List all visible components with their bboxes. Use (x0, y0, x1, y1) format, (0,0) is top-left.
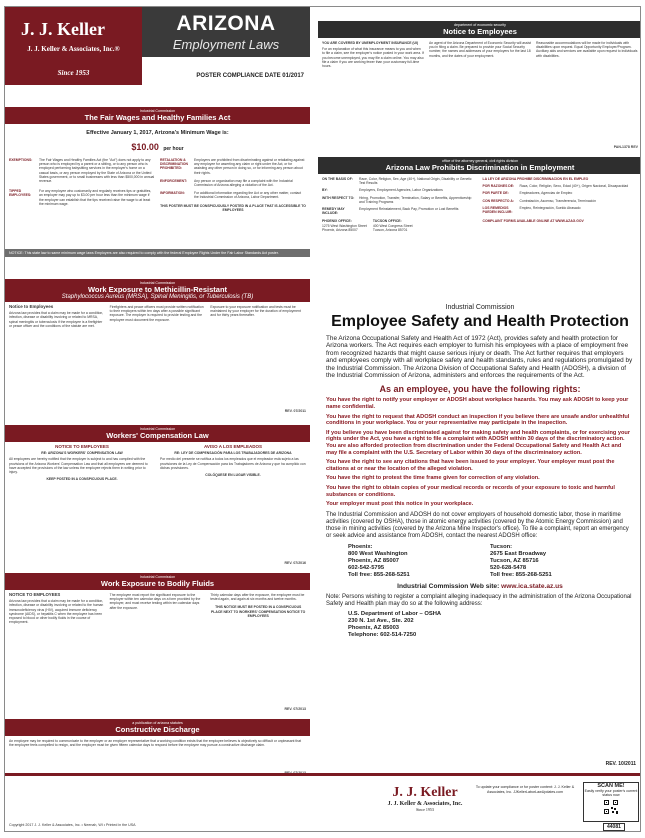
esh-right-6: You have the right to obtain copies of your medical records or records of your exposure to toxic and harmful substances or conditions. (326, 484, 615, 498)
esh-website (318, 583, 641, 590)
fair-wages-authority: Industrial Commission (139, 109, 176, 113)
esh-jurisdiction: The Industrial Commission and ADOSH do not cover employers of household domestic labor, those in maritime activities (covered by OSHA), those in atomic energy activities (covered by the Atomic Energy Commission) and those in mining activities (covered by the Arizona Mine Inspector's office). To file a complaint, report an emergency or seek advice and assistance from ADOSH, contact the nearest ADOSH office: (326, 511, 629, 539)
mrsa-section: Industrial Commission Work Exposure to Methicillin-Resistant Staphylococcus Aureus (MRSA), Spinal Meningitis, or Tuberculosis (TB) Notice to Employees Arizona law provides that a claim may be made for a condition, infection, disease or disability involving or related to MRSA, spinal meningitis or tuberculosis if the employee is a firefighter or peace officer and the conditions of the statute are met. Firefighters and peace officers must provide written notification to their employers within ten days after a possible significant exposure. The employer is required to provide testing and the employee must document the exposure. Exposure to your exposure notification and tests must be maintained by your employer for the duration of employment and for thirty years thereafter. REV. 07/2011 (5, 279, 310, 415)
label-tipped: TIPPED EMPLOYEES: (9, 189, 32, 198)
fair-wages-title: The Fair Wages and Healthy Families Act (84, 113, 231, 122)
fair-wages-body: EXEMPTIONS: The Fair Wages and Healthy Families Act (the "Act") does not apply to any person who is employed by a parent or a sibling, or to any person who is employed performing babysitting services in the employer's home on a casual basis, or any person employed by the State of Arizona or the United States government, or to small businesses with less than $500,000 in annual revenue. TIPPED EMPLOYEES: For any employee who customarily and regularly receives tips or gratuities, an employer may pay up to $3.00 per hour less than the minimum wage if the employer can establish that the tips received raise the wage to at least the minimum wage. RETALIATION & DISCRIMINATION PROHIBITED: Employers are prohibited from discriminating against or retaliating against any employee for asserting any claim or right under the Act, or for assisting any other person in doing so, or for informing any person about their rights. ENFORCEMENT: Any person or organization may file a complaint with the Industrial Commission of Arizona alleging a violation of the Act. INFORMATION: For additional information regarding the Act or any other matter, contact the Industrial Commission of Arizona, Labor Department. THIS POSTER MUST BE CONSPICUOUSLY POSTED IN A PLACE THAT IS ACCESSIBLE TO EMPLOYEES (9, 158, 306, 212)
esh-office-tucson (490, 544, 632, 579)
footer-rule (5, 773, 641, 776)
disc-by-label: BY: (322, 188, 328, 193)
esh-office-phoenix-label: Phoenix: (348, 543, 373, 550)
state-title: ARIZONA (176, 12, 276, 35)
min-wage-amount: $10.00 (131, 142, 159, 152)
esh-right-1: You have the right to notify your employer or ADOSH about workplace hazards. You may ask ADOSH to keep your name confidential. (326, 397, 629, 411)
esh-title: Employee Safety and Health Protection (331, 313, 629, 330)
label-exemptions: EXEMPTIONS: (9, 158, 33, 162)
constructive-title: Constructive Discharge (115, 725, 200, 734)
mrsa-rev: REV. 07/2011 (284, 409, 306, 413)
esh-office-tucson-label: Tucson: (490, 543, 513, 550)
wc-sub-es: RE: LEY DE COMPENSACIÓN PARA LOS TRABAJADORES DE ARIZONA (174, 451, 292, 456)
workers-comp-title: Workers' Compensation Law (106, 431, 209, 440)
notice-header (318, 21, 641, 38)
esh-right-5: You have the right to protest the time frame given for correction of any violation. (326, 475, 540, 482)
discrimination-header (318, 157, 641, 174)
disc-es-remedios: LOS REMEDIOS PUEDEN INCLUIR: (482, 205, 513, 215)
wc-sub-en: RE: ARIZONA'S WORKERS' COMPENSATION LAW (41, 451, 123, 456)
qr-code-icon (603, 799, 619, 815)
disc-es-respecto: CON RESPECTO A: (482, 198, 514, 203)
wc-post-en: KEEP POSTED IN A CONSPICUOUS PLACE. (46, 477, 118, 482)
mrsa-header (5, 279, 310, 302)
fair-wages-header (5, 107, 310, 124)
product-code: 44081 (603, 823, 625, 831)
esh-right-2: You have the right to request that ADOSH conduct an inspection if you believe there are unsafe and/or unhealthful conditions in your workplace. You or your representative may participate in the inspection. (326, 413, 630, 427)
esh-office-phoenix-city: Phoenix, AZ 85007 (348, 557, 400, 564)
osha-address-line-1: U.S. Department of Labor – OSHA (348, 610, 442, 617)
label-information: INFORMATION: (160, 191, 185, 196)
poster-title (142, 7, 310, 57)
disc-spanish-heading: LA LEY DE ARIZONA PROHIBE DISCRIMINACION EN EL EMPLEO (482, 177, 589, 181)
esh-osha-address (318, 608, 641, 639)
notice-to-employees-section: department of economic security Notice to Employees YOU ARE COVERED BY UNEMPLOYMENT INSURANCE (UI) For an explanation of what this insurance means to you and when to file a claim, see the employer's notice posted in your work area. If you become unemployed, you may file a claim online. You may also file a claim if you are working fewer than your customary full-time hours. An agent of the Arizona Department of Economic Security will assist you in filing a claim. Be prepared to provide your Social Security number, the names and addresses of your employers for the last 18 months, and the dates of your employment. Reasonable accommodations will be made for individuals with disabilities upon request. Equal Opportunity Employer/Program. Auxiliary aids and services are available upon request to individuals with disabilities. PAN-1378 REV (318, 21, 641, 151)
notice-title: Notice to Employees (443, 27, 517, 36)
label-retaliation: RETALIATION & DISCRIMINATION PROHIBITED: (160, 158, 189, 171)
footer-logo-mark: J. J. Keller (392, 785, 458, 800)
esh-office-tucson-city: Tucson, AZ 85716 (490, 557, 539, 564)
esh-rev: REV. 10/2011 (605, 761, 636, 767)
footer-logo-since: Since 1953 (416, 807, 434, 812)
esh-website-label: Industrial Commission Web site: (397, 582, 500, 590)
esh-office-tucson-tollfree: Toll free: 855-268-5251 (490, 571, 552, 578)
disc-respect-label: WITH RESPECT TO: (322, 195, 355, 200)
esh-office-phoenix-phone: 602-542-5795 (348, 564, 385, 571)
fair-wages-bottom-note: NOTICE: This state law to same minimum wage laws Employers are also required to comply with the federal Employee Rights Under the Fair Labor Standards Act poster. (5, 249, 310, 257)
mrsa-authority: Industrial Commission (139, 281, 176, 285)
esh-office-phoenix-street: 800 West Washington (348, 550, 408, 557)
min-wage-box (5, 130, 310, 155)
poster (4, 6, 641, 832)
esh-panel (318, 299, 641, 773)
workers-comp-header (5, 425, 310, 442)
bodily-fluids-header (5, 573, 310, 590)
poster-subtitle: Employment Laws (172, 37, 280, 52)
bodily-fluids-title: Work Exposure to Bodily Fluids (100, 579, 215, 588)
compliance-date: POSTER COMPLIANCE DATE 01/2017 (142, 57, 310, 85)
copyright: Copyright 2017 J. J. Keller & Associates, Inc. • Neenah, WI • Printed in the USA (9, 823, 136, 827)
brand-since: Since 1953 (57, 69, 90, 77)
esh-office-tucson-phone: 520-628-5478 (490, 564, 527, 571)
footer-logo (385, 783, 465, 812)
min-wage-effective: Effective January 1, 2017, Arizona's Minimum Wage is: (86, 130, 229, 136)
osha-address-line-3: Phoenix, AZ 85003 (348, 624, 400, 631)
bf-notice-heading: NOTICE TO EMPLOYEES (9, 592, 61, 597)
constructive-header (5, 719, 310, 736)
constructive-discharge-section: a publication of arizona statutes Constructive Discharge An employee may be required to communicate to the employer or an employer representative that a working condition exists that the employee believes is objectively so difficult or unpleasant that the employee feels compelled to resign, and the employer must be given fifteen calendar days to respond before the employee may pursue a constructive discharge claim. (5, 719, 310, 777)
workers-comp-authority: Industrial Commission (139, 427, 176, 431)
footer-logo-name: J. J. Keller & Associates, Inc. (387, 801, 463, 807)
footer (5, 779, 641, 832)
esh-right-3: If you believe you have been discriminated against for making safety and health complaints, or for exercising your rights under the Act, you have a right to file a complaint with ADOSH within 30 days of the discriminatory action. You are also afforded protection from discrimination under the Federal Occupational Safety and Health Act and may file a complaint with the U.S. Secretary of Labor within 30 days of the discriminatory action. (326, 429, 631, 456)
tucson-office-label: TUCSON OFFICE: (372, 219, 402, 224)
footer-info: To update your compliance or for poster content: J. J. Keller & Associates, Inc. JJKellerLaborLawUpdates.com (475, 785, 575, 794)
fair-wages-section (5, 107, 310, 257)
wc-post-es: COLÓQUESE EN LUGAR VISIBLE. (205, 473, 261, 478)
disc-es-razones: POR RAZONES DE: (482, 184, 515, 189)
disc-remedy-label: REMEDY MAY INCLUDE: (322, 207, 345, 216)
brand-block (5, 7, 142, 85)
notice-authority: department of economic security (454, 23, 506, 27)
notice-rev: PAN-1378 REV (613, 145, 638, 149)
mrsa-notice-heading: Notice to Employees (9, 304, 54, 309)
scan-me-box[interactable] (583, 782, 639, 822)
brand-logo: J. J. Keller (21, 19, 105, 39)
constructive-authority: a publication of arizona statutes (132, 721, 183, 725)
esh-osha-note: Note: Persons wishing to register a complaint alleging inadequacy in the administration of the Arizona Occupational Safety and Health plan may do so at the following address: (326, 593, 632, 607)
ui-heading: YOU ARE COVERED BY UNEMPLOYMENT INSURANCE (UI) (322, 41, 419, 45)
osha-address-line-4: Telephone: 602-514-7250 (348, 631, 417, 638)
discrimination-authority: office of the attorney general, civil rights division (441, 159, 519, 163)
workers-comp-section: Industrial Commission Workers' Compensation Law NOTICE TO EMPLOYEES RE: ARIZONA'S WORKERS' COMPENSATION LAW All employees are hereby notified that the employer is subject to and has complied with the provisions of the Arizona Workers' Compensation Law and that all employees are deemed to have accepted the provisions of the law unless the employee rejects them in writing prior to injury. KEEP POSTED IN A CONSPICUOUS PLACE. AVISO A LOS EMPLEADOS RE: LEY DE COMPENSACIÓN PARA LOS TRABAJADORES DE ARIZONA Por medio del presente se notifica a todos los empleados que el empleador está sujeto a las provisiones de la Ley de Compensación para los Trabajadores de Arizona y que ha cumplido con dichas provisiones. COLÓQUESE EN LUGAR VISIBLE. REV. 07/2016 (5, 425, 310, 567)
esh-rights-heading: As an employee, you have the following rights: (379, 384, 581, 395)
esh-office-phoenix-tollfree: Toll free: 855-268-5251 (348, 571, 410, 578)
disc-es-parte: POR PARTE DE: (482, 191, 509, 196)
bodily-fluids-authority: Industrial Commission (139, 575, 176, 579)
esh-website-link[interactable]: www.ica.state.az.us (501, 582, 563, 590)
mrsa-subtitle: Staphylococcus Aureus (MRSA), Spinal Meningitis, or Tuberculosis (TB) (61, 294, 254, 300)
discrimination-title: Arizona Law Prohibits Discrimination in Employment (385, 163, 575, 172)
esh-authority: Industrial Commission (445, 304, 515, 311)
wc-notice-es: AVISO A LOS EMPLEADOS (203, 444, 263, 449)
complaint-forms-note: COMPLAINT FORMS AVAILABLE ONLINE AT WWW.AZAG.GOV (482, 219, 584, 224)
scan-me-text: Easily verify your poster's current status now (584, 789, 638, 798)
disc-basis-label: ON THE BASIS OF: (322, 177, 353, 181)
label-enforcement: ENFORCEMENT: (160, 178, 187, 183)
wc-notice-en: NOTICE TO EMPLOYEES (55, 444, 109, 449)
esh-intro: The Arizona Occupational Safety and Health Act of 1972 (Act), provides safety and health protection for Arizona workers. The Act requires each employer to furnish his employees with a place of employment free from recognized hazards that might cause serious injury or death. The Act further requires that employers and employees comply with all workplace safety and health standards, rules and regulations promulgated by the Industrial Commission. The Arizona Division of Occupational Safety and Health (ADOSH), a division of the Industrial Commission of Arizona, administers and enforces the requirements of the Act. (326, 335, 633, 380)
discrimination-section: office of the attorney general, civil rights division Arizona Law Prohibits Discrimination in Employment ON THE BASIS OF: Race, Color, Religion, Sex, Age (40+), National Origin, Disability or Genetic Test Results BY: Employers, Employment Agencies, Labor Organizations WITH RESPECT TO: Hiring, Promotion, Transfer, Termination, Salary or Benefits, Apprenticeship and Training Programs REMEDY MAY INCLUDE: Employment Reinstatement, Back Pay, Promotion or Lost Benefits PHOENIX OFFICE: 1275 West Washington Street Phoenix, Arizona 85007 TUCSON OFFICE: 400 West Congress Street Tucson, Arizona 85701 LA LEY DE ARIZONA PROHIBE DISCRIMINACION EN EL EMPLEO POR RAZONES DE: Raza, Color, Religión, Sexo, Edad (40+), Origen Nacional, Discapacidad POR PARTE DE: Empleadores, Agencias de Empleo CON RESPECTO A: Contratación, Ascenso, Transferencia, Terminación LOS REMEDIOS PUEDEN INCLUIR: Empleo, Reintegración, Sueldo Atrasado COMPLAINT FORMS AVAILABLE ONLINE AT WWW.AZAG.GOV (318, 157, 641, 293)
bf-rev: REV. 07/2013 (284, 707, 306, 711)
osha-address-line-2: 230 N. 1st Ave., Ste. 202 (348, 617, 414, 624)
mrsa-title: Work Exposure to Methicillin-Resistant (87, 285, 228, 294)
esh-right-4: You have the right to see any citations that have been issued to your employer. Your employer must post the citations at or near the location of the alleged violation. (326, 459, 615, 472)
phoenix-office-label: PHOENIX OFFICE: (322, 219, 352, 224)
esh-office-tucson-street: 2675 East Broadway (490, 550, 547, 557)
scan-me-title: SCAN ME! (597, 783, 625, 789)
esh-offices (318, 540, 641, 579)
bf-post-notice: THIS NOTICE MUST BE POSTED IN A CONSPICUOUS PLACE NEXT TO WORKERS' COMPENSATION NOTICE TO EMPLOYEES (211, 605, 306, 618)
bodily-fluids-section: Industrial Commission Work Exposure to Bodily Fluids NOTICE TO EMPLOYEES Arizona law provides that a claim may be made for a condition, infection, disease or disability involving or related to the human immunodeficiency virus (HIV), acquired immune deficiency syndrome (AIDS), or hepatitis C when the employee has been exposed to blood or other bodily fluids in the course of employment. The employee must report the significant exposure to the employer within ten calendar days on a form provided by the employer, and must receive testing within ten calendar days after the exposure. Thirty calendar days after the exposure, the employee must be tested again, and again at six months and twelve months. THIS NOTICE MUST BE POSTED IN A CONSPICUOUS PLACE NEXT TO WORKERS' COMPENSATION NOTICE TO EMPLOYEES REV. 07/2013 (5, 573, 310, 713)
min-wage-unit: per hour (163, 146, 184, 152)
esh-right-7: Your employer must post this notice in your workplace. (326, 501, 474, 508)
fair-wages-post-notice: THIS POSTER MUST BE CONSPICUOUSLY POSTED IN A PLACE THAT IS ACCESSIBLE TO EMPLOYEES (160, 203, 306, 212)
wc-rev: REV. 07/2016 (284, 561, 306, 565)
brand-name: J. J. Keller & Associates, Inc.® (27, 45, 120, 53)
esh-office-phoenix (348, 544, 490, 579)
